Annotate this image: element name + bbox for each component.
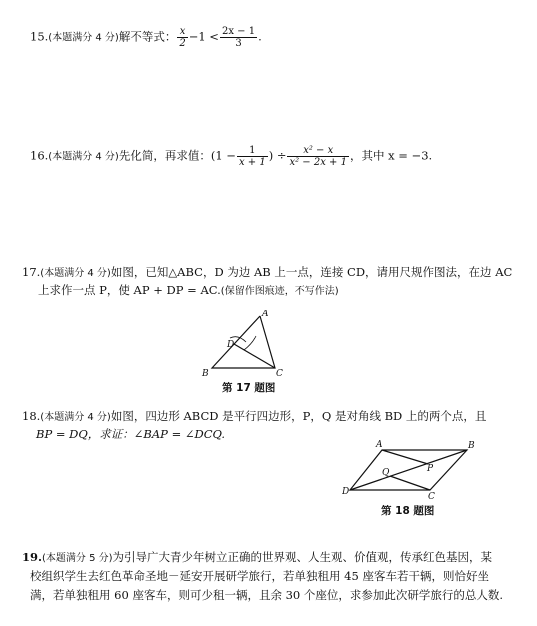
label-a: A [262, 310, 269, 319]
label-c: C [276, 369, 283, 379]
parallelogram-figure [342, 438, 482, 500]
diagonal-bd [350, 450, 467, 490]
expr-close: ) ÷ [268, 148, 287, 163]
label-d: D [227, 340, 235, 350]
question-19-line-2 [30, 567, 489, 585]
question-text: 先化简，再求值： [118, 148, 211, 163]
question-line-1: 如图，四边形 ABCD 是平行四边形，P，Q 是对角线 BD 上的两个点，且 [110, 409, 487, 423]
question-line-3: 满，若单独租用 60 座客车，则可少租一辆，且余 30 个座位，求参加此次研学旅行的总人数. [30, 588, 504, 602]
fraction-x2-minus-x: $\frac{\text{x² − x}}{\text{x² − 2x + 1}}$ [289, 145, 347, 168]
question-line-1: 为引导广大青少年树立正确的世界观、人生观、价值观，传承红色基因，某 [112, 550, 493, 564]
fraction-1-over-x-plus-1: $\frac{1}{x + 1}$ [238, 145, 266, 168]
expr-open: (1 − [210, 148, 236, 163]
label-b: B [202, 369, 209, 379]
question-number: 17. [22, 265, 41, 279]
score-mark: (本题满分 5 分) [42, 553, 113, 564]
question-number: 18. [22, 409, 41, 423]
fraction-2x-1-over-3: $\frac{2x - 1}{3}$ [221, 26, 256, 49]
question-number: 16. [30, 148, 49, 163]
question-19-line-3 [30, 586, 503, 604]
figure-caption: 第 18 题图 [381, 505, 435, 517]
question-line-2: 上求作一点 P，使 AP + DP = AC. [38, 283, 221, 297]
inequality-end: . [258, 29, 262, 44]
label-b: B [468, 441, 475, 451]
question-line-2: 校组织学生去红色革命圣地－延安开展研学旅行，若单独租用 45 座客车若干辆，则恰好坐 [30, 569, 489, 583]
question-15 [30, 26, 262, 49]
segment-cq [390, 476, 430, 490]
score-mark: (本题满分 4 分) [40, 412, 111, 423]
question-19 [22, 548, 492, 568]
figure-caption: 第 17 题图 [222, 382, 276, 394]
label-c: C [428, 492, 435, 500]
question-18-line-2 [36, 425, 225, 443]
question-number: 15. [30, 29, 49, 44]
inequality-mid: −1 < [188, 29, 219, 44]
score-mark: (本题满分 4 分) [48, 32, 119, 44]
triangle-figure [200, 310, 300, 382]
label-d: D [342, 487, 350, 497]
label-p: P [427, 464, 434, 474]
question-16 [30, 145, 432, 168]
question-line-2: BP = DQ，求证：∠BAP = ∠DCQ. [36, 427, 226, 441]
label-a: A [376, 440, 383, 450]
score-mark: (本题满分 4 分) [40, 268, 111, 279]
fraction-x-over-2: $\frac{x}{2}$ [179, 26, 186, 49]
label-q: Q [382, 468, 390, 478]
triangle-edge [212, 316, 275, 368]
question-17-line-2 [38, 281, 339, 301]
question-number: 19. [22, 550, 43, 564]
question-18 [22, 407, 486, 427]
question-text: 解不等式： [118, 29, 177, 44]
question-17 [22, 263, 512, 283]
hint-text: (保留作图痕迹，不写作法) [220, 286, 339, 297]
segment-ap [382, 450, 428, 464]
question-line-1: 如图，已知△ABC，D 为边 AB 上一点，连接 CD，请用尺规作图法，在边 AC [110, 265, 513, 279]
construction-arc [244, 336, 256, 350]
score-mark: (本题满分 4 分) [48, 151, 119, 163]
expr-end: ，其中 x = −3. [349, 148, 433, 163]
